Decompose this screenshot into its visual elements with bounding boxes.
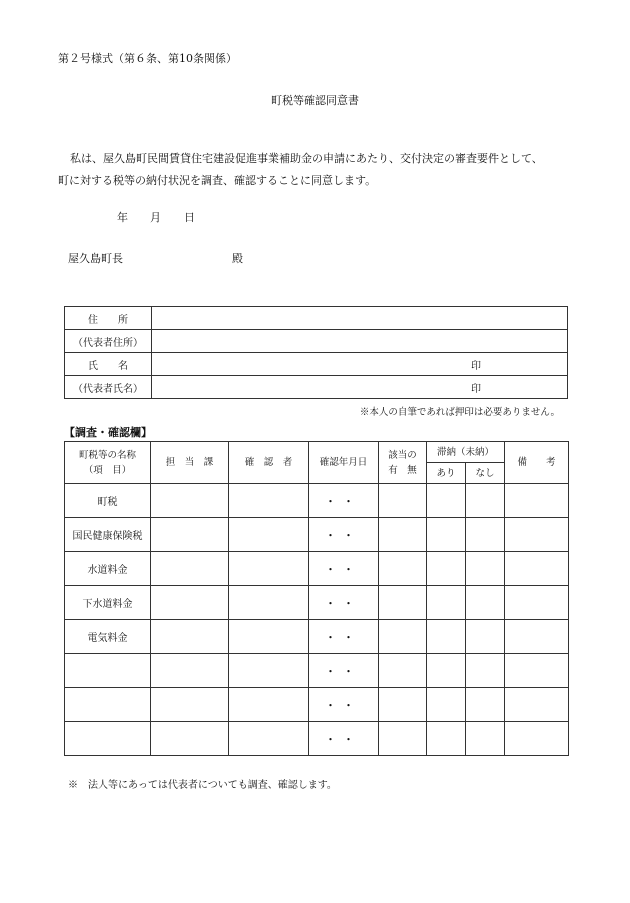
check-date-cell[interactable]: ・・ (309, 620, 379, 654)
applicable-cell[interactable] (379, 654, 427, 688)
recipient-name: 屋久島町長 (68, 252, 123, 265)
checker-cell[interactable] (229, 620, 309, 654)
footnote: ※ 法人等にあっては代表者についても調査、確認します。 (68, 780, 337, 791)
remarks-cell[interactable] (505, 484, 569, 518)
remarks-cell[interactable] (505, 586, 569, 620)
header-arrears-yes: あり (427, 463, 466, 484)
item-name: 電気料金 (65, 620, 151, 654)
applicable-cell[interactable] (379, 688, 427, 722)
table-row (65, 518, 569, 552)
applicant-table (64, 306, 568, 399)
table-row (65, 586, 569, 620)
department-cell[interactable] (151, 620, 229, 654)
seal-mark: 印 (471, 383, 481, 395)
representative-address-label: （代表者住所） (65, 330, 152, 353)
header-check-date: 確認年月日 (309, 442, 379, 484)
address-field[interactable] (152, 307, 568, 330)
applicable-cell[interactable] (379, 620, 427, 654)
department-cell[interactable] (151, 552, 229, 586)
arrears-yes-cell[interactable] (427, 586, 466, 620)
survey-header-row (65, 442, 569, 463)
form-number: 第２号様式（第６条、第10条関係） (58, 52, 237, 65)
date-day: 日 (184, 211, 195, 224)
check-date-cell[interactable]: ・・ (309, 552, 379, 586)
arrears-no-cell[interactable] (466, 586, 505, 620)
date-year: 年 (117, 211, 128, 224)
arrears-yes-cell[interactable] (427, 654, 466, 688)
name-field[interactable] (152, 353, 568, 376)
arrears-no-cell[interactable] (466, 552, 505, 586)
representative-name-field[interactable] (152, 376, 568, 399)
department-cell[interactable] (151, 722, 229, 756)
arrears-yes-cell[interactable] (427, 484, 466, 518)
arrears-yes-cell[interactable] (427, 722, 466, 756)
item-name: 国民健康保険税 (65, 518, 151, 552)
header-applicable: 該当の 有 無 (379, 442, 427, 484)
item-name[interactable] (65, 722, 151, 756)
header-item: 町税等の名称 （項 目） (65, 442, 151, 484)
arrears-yes-cell[interactable] (427, 552, 466, 586)
department-cell[interactable] (151, 518, 229, 552)
applicable-cell[interactable] (379, 552, 427, 586)
representative-address-field[interactable] (152, 330, 568, 353)
seal-note: ※本人の自筆であれば押印は必要ありません。 (359, 407, 560, 418)
recipient-honorific: 殿 (232, 252, 243, 265)
item-name: 町税 (65, 484, 151, 518)
date-month: 月 (150, 211, 161, 224)
check-date-cell[interactable]: ・・ (309, 722, 379, 756)
item-name[interactable] (65, 654, 151, 688)
department-cell[interactable] (151, 484, 229, 518)
arrears-no-cell[interactable] (466, 722, 505, 756)
item-name: 水道料金 (65, 552, 151, 586)
header-checker: 確 認 者 (229, 442, 309, 484)
arrears-no-cell[interactable] (466, 518, 505, 552)
department-cell[interactable] (151, 586, 229, 620)
department-cell[interactable] (151, 688, 229, 722)
checker-cell[interactable] (229, 552, 309, 586)
applicable-cell[interactable] (379, 484, 427, 518)
arrears-no-cell[interactable] (466, 688, 505, 722)
check-date-cell[interactable]: ・・ (309, 518, 379, 552)
remarks-cell[interactable] (505, 722, 569, 756)
table-row (65, 484, 569, 518)
name-label: 氏 名 (65, 353, 152, 376)
remarks-cell[interactable] (505, 654, 569, 688)
document-title: 町税等確認同意書 (271, 94, 359, 107)
item-name[interactable] (65, 688, 151, 722)
remarks-cell[interactable] (505, 688, 569, 722)
applicable-cell[interactable] (379, 586, 427, 620)
representative-name-label: （代表者氏名） (65, 376, 152, 399)
arrears-no-cell[interactable] (466, 484, 505, 518)
arrears-yes-cell[interactable] (427, 518, 466, 552)
arrears-no-cell[interactable] (466, 654, 505, 688)
header-arrears-no: なし (466, 463, 505, 484)
address-row (65, 307, 568, 330)
remarks-cell[interactable] (505, 518, 569, 552)
consent-text-line-2: 町に対する税等の納付状況を調査、確認することに同意します。 (58, 174, 377, 187)
department-cell[interactable] (151, 654, 229, 688)
checker-cell[interactable] (229, 484, 309, 518)
arrears-yes-cell[interactable] (427, 620, 466, 654)
survey-table (64, 441, 569, 756)
applicable-cell[interactable] (379, 518, 427, 552)
checker-cell[interactable] (229, 518, 309, 552)
survey-heading: 【調査・確認欄】 (64, 426, 152, 439)
name-row (65, 353, 568, 376)
checker-cell[interactable] (229, 688, 309, 722)
header-remarks: 備 考 (505, 442, 569, 484)
arrears-no-cell[interactable] (466, 620, 505, 654)
table-row (65, 552, 569, 586)
remarks-cell[interactable] (505, 620, 569, 654)
item-name: 下水道料金 (65, 586, 151, 620)
seal-mark: 印 (471, 360, 481, 372)
table-row (65, 688, 569, 722)
table-row (65, 722, 569, 756)
checker-cell[interactable] (229, 586, 309, 620)
representative-name-row (65, 376, 568, 399)
address-label: 住 所 (65, 307, 152, 330)
arrears-yes-cell[interactable] (427, 688, 466, 722)
header-arrears: 滞納（未納） (427, 442, 505, 463)
consent-text-line-1: 私は、屋久島町民間賃貸住宅建設促進事業補助金の申請にあたり、交付決定の審査要件として、 (70, 152, 543, 165)
table-row (65, 654, 569, 688)
check-date-cell[interactable]: ・・ (309, 484, 379, 518)
checker-cell[interactable] (229, 722, 309, 756)
check-date-cell[interactable]: ・・ (309, 688, 379, 722)
representative-address-row (65, 330, 568, 353)
applicable-cell[interactable] (379, 722, 427, 756)
checker-cell[interactable] (229, 654, 309, 688)
check-date-cell[interactable]: ・・ (309, 586, 379, 620)
check-date-cell[interactable]: ・・ (309, 654, 379, 688)
header-department: 担 当 課 (151, 442, 229, 484)
table-row (65, 620, 569, 654)
remarks-cell[interactable] (505, 552, 569, 586)
